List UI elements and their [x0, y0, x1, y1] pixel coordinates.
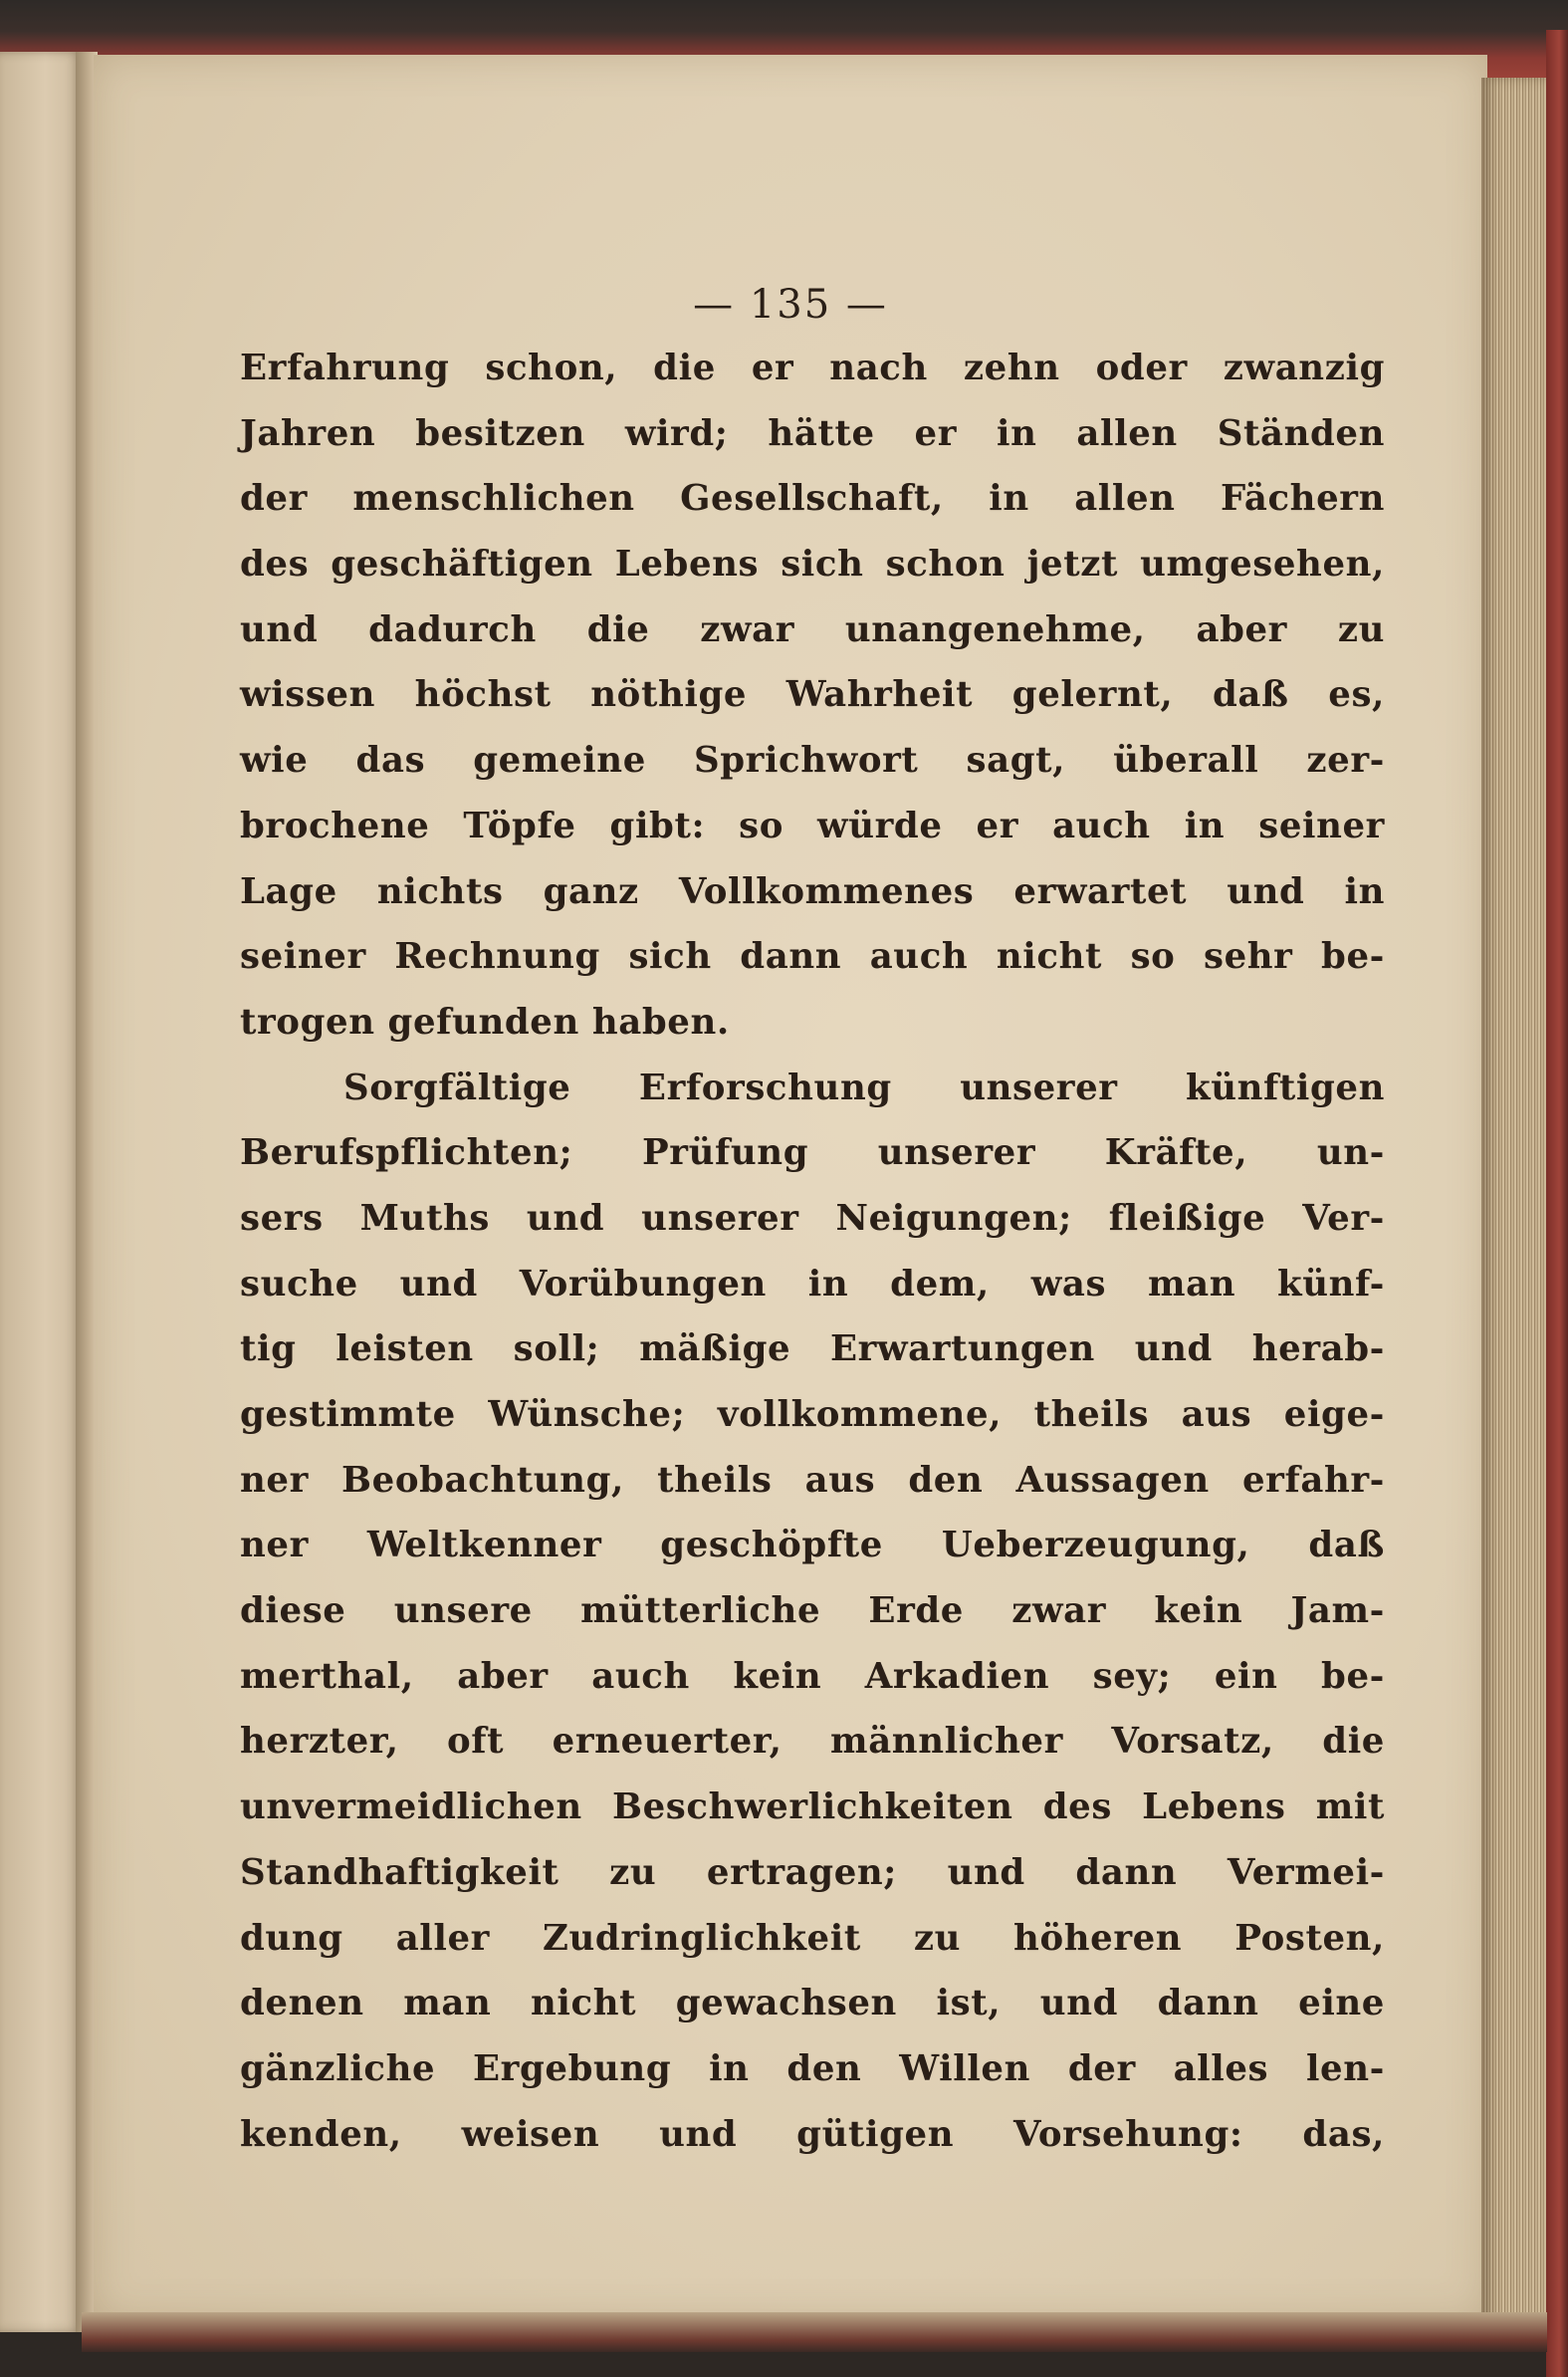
text-line: wie das gemeine Sprichwort sagt, überall zer- [240, 740, 1385, 782]
text-line: ner Weltkenner geschöpfte Ueberzeugung, daß [240, 1525, 1385, 1566]
text-line: Lage nichts ganz Vollkommenes erwartet und in [240, 870, 1385, 912]
stacked-page-edges [1481, 78, 1547, 2338]
book-page [94, 55, 1487, 2320]
text-line: herzter, oft erneuerter, männlicher Vorsatz, die [240, 1721, 1385, 1763]
text-line: dung aller Zudringlichkeit zu höheren Posten, [240, 1917, 1385, 1959]
text-line: diese unsere mütterliche Erde zwar kein Jam- [240, 1590, 1385, 1632]
text-line: Berufspflichten; Prüfung unserer Kräfte, un- [240, 1132, 1385, 1174]
text-line: und dadurch die zwar unangenehme, aber zu [240, 608, 1385, 650]
text-line: wissen höchst nöthige Wahrheit gelernt, daß es, [240, 674, 1385, 716]
text-line: kenden, weisen und gütigen Vorsehung: das, [240, 2113, 1385, 2155]
paragraph-start-line: Sorgfältige Erforschung unserer künftigen [343, 1067, 1385, 1108]
text-line: Standhaftigkeit zu ertragen; und dann Vermei- [240, 1851, 1385, 1893]
text-line: tig leisten soll; mäßige Erwartungen und herab- [240, 1328, 1385, 1370]
text-line: sers Muths und unserer Neigungen; fleißige Ver- [240, 1197, 1385, 1239]
text-line: gänzliche Ergebung in den Willen der alles len- [240, 2047, 1385, 2089]
previous-page-edge [0, 52, 82, 2332]
text-line: des geschäftigen Lebens sich schon jetzt umgesehen, [240, 544, 1385, 586]
paragraph-end-line: trogen gefunden haben. [240, 1001, 730, 1043]
text-line: Jahren besitzen wird; hätte er in allen Ständen [240, 412, 1385, 454]
book-bottom-edge [82, 2312, 1547, 2352]
text-line: unvermeidlichen Beschwerlichkeiten des Lebens mit [240, 1786, 1385, 1828]
text-line: Erfahrung schon, die er nach zehn oder zwanzig [240, 348, 1385, 388]
page-body-text [240, 336, 1385, 2167]
text-line: der menschlichen Gesellschaft, in allen Fächern [240, 478, 1385, 520]
text-line: gestimmte Wünsche; vollkommene, theils aus eige- [240, 1394, 1385, 1435]
text-line: ner Beobachtung, theils aus den Aussagen erfahr- [240, 1459, 1385, 1501]
text-line: suche und Vorübungen in dem, was man künf- [240, 1263, 1385, 1305]
text-line: seiner Rechnung sich dann auch nicht so sehr be- [240, 936, 1385, 978]
text-line: brochene Töpfe gibt: so würde er auch in seiner [240, 805, 1385, 846]
page-number-header: — 135 — [693, 282, 888, 328]
text-line: denen man nicht gewachsen ist, und dann eine [240, 1983, 1385, 2024]
text-line: merthal, aber auch kein Arkadien sey; ein be- [240, 1655, 1385, 1697]
book-cover-right-edge [1546, 30, 1568, 2377]
